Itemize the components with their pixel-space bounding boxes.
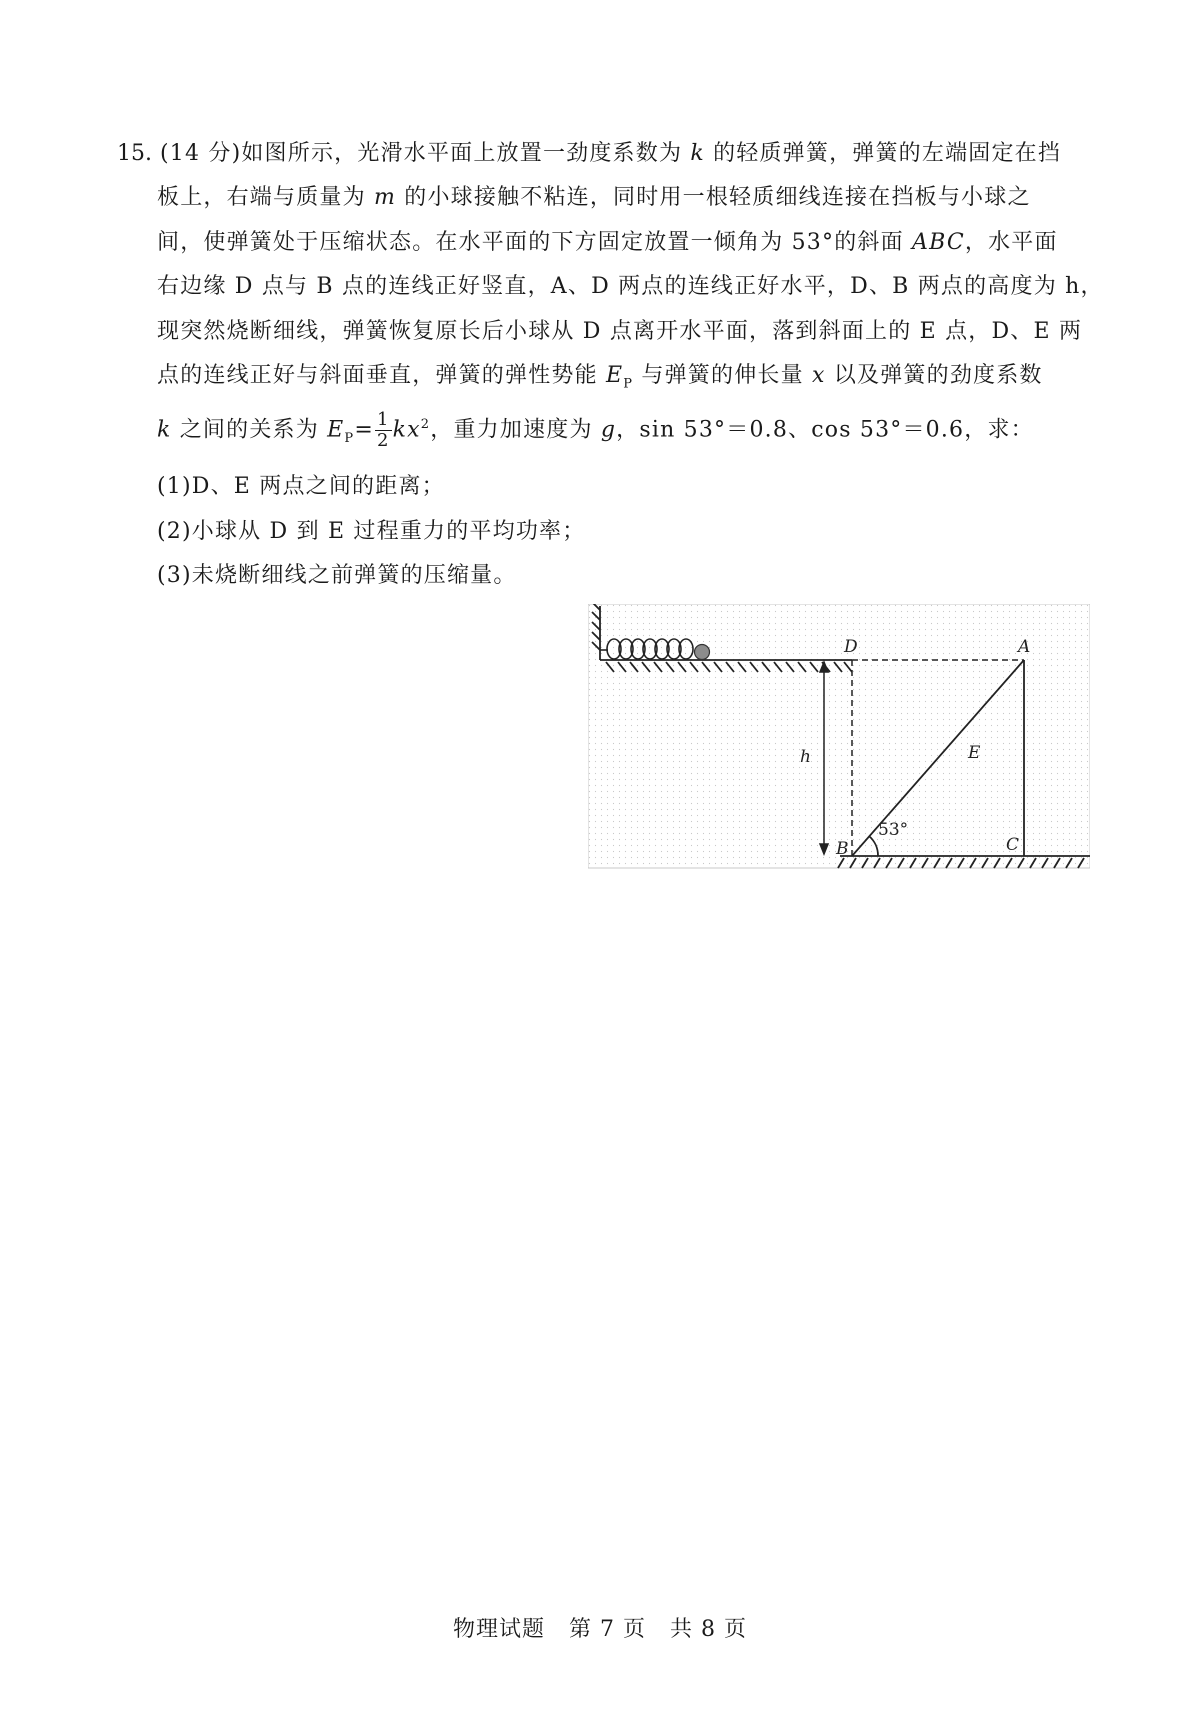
text: 点的连线正好与斜面垂直，弹簧的弹性势能 — [157, 363, 606, 388]
page-footer — [0, 1612, 1200, 1643]
label-c: C — [1006, 835, 1020, 855]
var-ep: E — [327, 417, 345, 443]
text: ，sin 53°＝0.8、cos 53°＝0.6，求： — [616, 417, 1034, 443]
label-h: h — [800, 747, 811, 767]
var-abc: ABC — [911, 230, 965, 255]
label-b: B — [836, 839, 849, 859]
fraction — [375, 410, 392, 451]
sub-question-2: (2)小球从 D 到 E 过程重力的平均功率； — [157, 519, 586, 544]
sub-question-1: (1)D、E 两点之间的距离； — [157, 474, 445, 499]
var-k: k — [157, 417, 172, 443]
text: 间，使弹簧处于压缩状态。在水平面的下方固定放置一倾角为 53°的斜面 — [157, 230, 912, 255]
physics-diagram — [588, 604, 1090, 872]
angle-label: 53° — [878, 820, 909, 840]
score: (14 分) — [160, 141, 242, 166]
text: 的小球接触不粘连，同时用一根轻质细线连接在挡板与小球之 — [396, 185, 1031, 210]
question-line-4: 右边缘 D 点与 B 点的连线正好竖直，A、D 两点的连线正好水平，D、B 两点的高度为 h， — [157, 274, 1104, 299]
text: 的轻质弹簧，弹簧的左端固定在挡 — [704, 141, 1062, 166]
label-d: D — [844, 637, 858, 657]
text: 之间的关系为 — [171, 417, 328, 443]
var-g: g — [600, 417, 617, 443]
question-line-7 — [157, 410, 1034, 454]
diagram-background — [588, 604, 1090, 868]
footer-total: 共 8 页 — [670, 1617, 747, 1642]
label-e: E — [968, 743, 981, 763]
text: 以及弹簧的劲度系数 — [825, 363, 1043, 388]
denominator: 2 — [376, 430, 390, 451]
sub-p: P — [344, 430, 355, 446]
var-x: x — [812, 363, 826, 388]
question-line-6 — [157, 361, 1043, 399]
question-number: 15. — [117, 141, 152, 166]
ball — [695, 645, 710, 660]
var-m: m — [374, 185, 397, 210]
numerator: 1 — [376, 409, 390, 430]
var-k: k — [690, 141, 705, 166]
text: 与弹簧的伸长量 — [633, 363, 813, 388]
sub-p: P — [623, 376, 634, 392]
footer-page: 第 7 页 — [569, 1617, 646, 1642]
question-line-1 — [160, 139, 1061, 169]
text: 板上，右端与质量为 — [157, 185, 374, 210]
equals: = — [354, 417, 374, 443]
var-ep: E — [606, 363, 624, 388]
question-line-2 — [157, 183, 1031, 213]
sub-question-3: (3)未烧断细线之前弹簧的压缩量。 — [157, 563, 517, 588]
text: ，水平面 — [964, 230, 1058, 255]
text: ，重力加速度为 — [430, 417, 601, 443]
var-kx: kx — [392, 417, 421, 443]
footer-subject: 物理试题 — [453, 1617, 546, 1642]
question-line-5: 现突然烧断细线，弹簧恢复原长后小球从 D 点离开水平面，落到斜面上的 E 点，D、E 两 — [157, 319, 1083, 344]
text: 如图所示，光滑水平面上放置一劲度系数为 — [241, 141, 691, 166]
label-a: A — [1018, 637, 1031, 657]
square: 2 — [420, 417, 431, 433]
question-line-3 — [157, 228, 1058, 258]
